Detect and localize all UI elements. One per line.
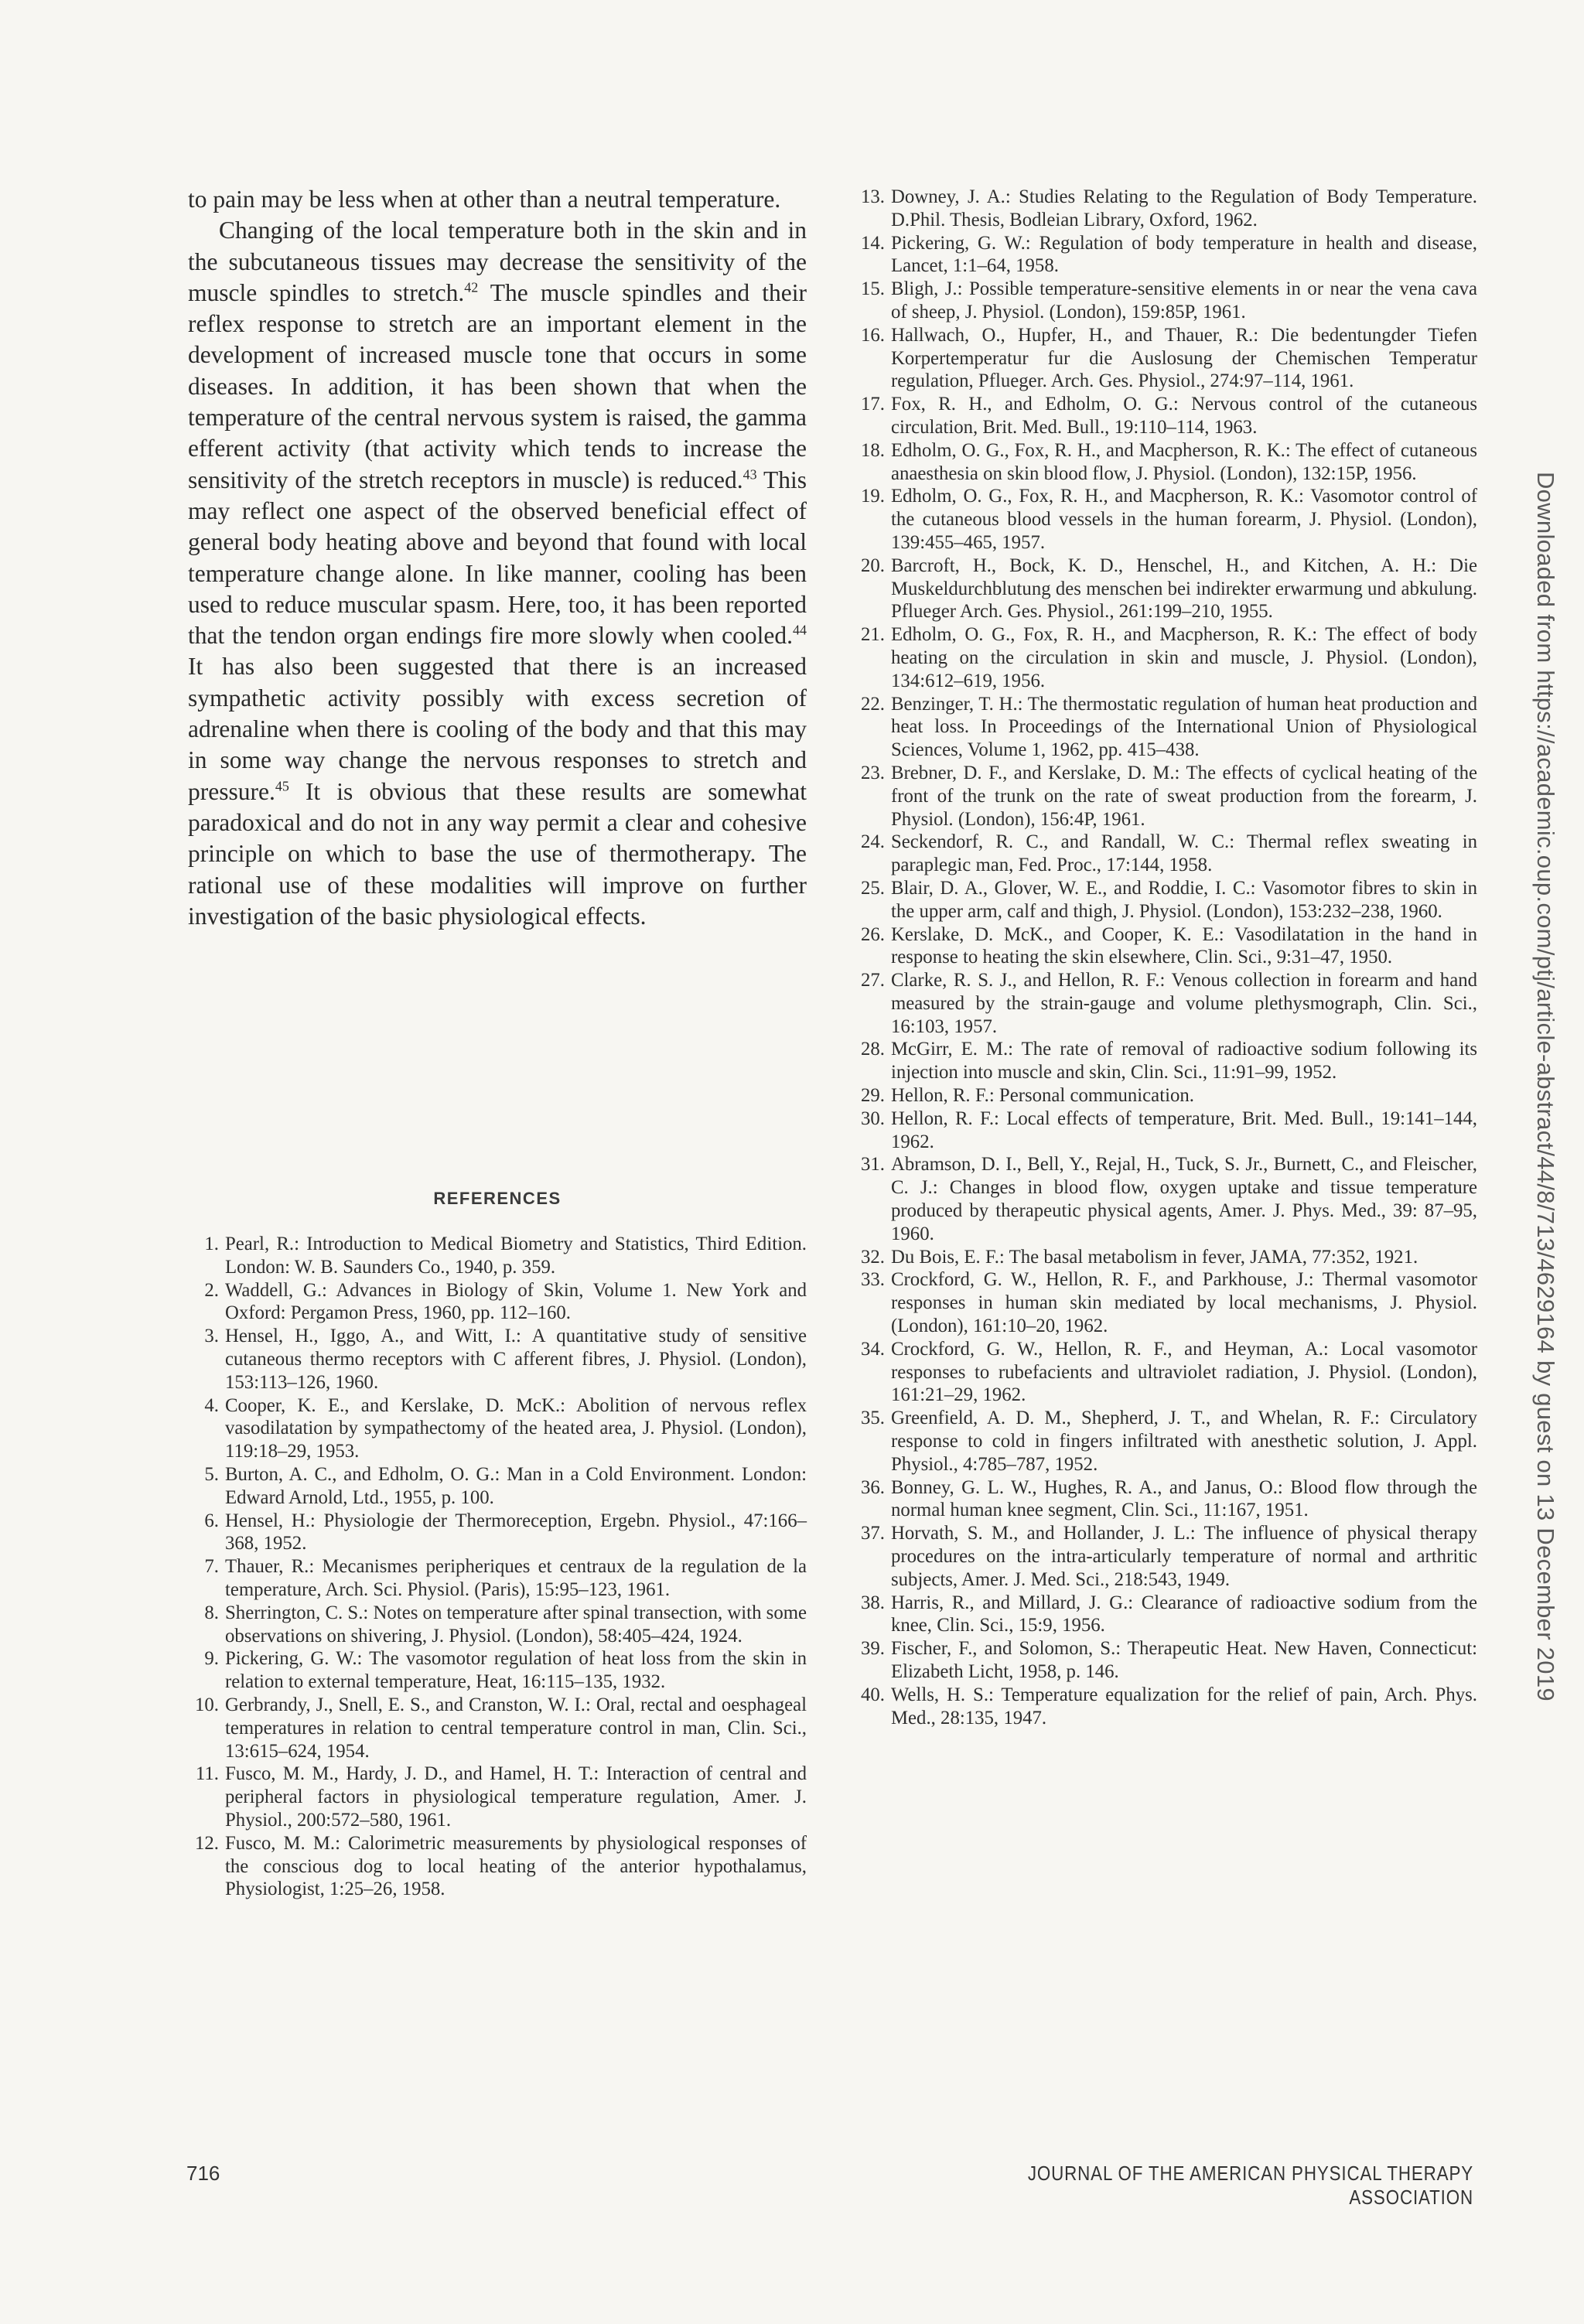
reference-number: 34. bbox=[861, 1338, 885, 1360]
reference-number: 30. bbox=[861, 1107, 885, 1129]
reference-number: 8. bbox=[204, 1602, 219, 1623]
citation-superscript: 44 bbox=[793, 622, 807, 638]
paragraph-text: This may reflect one aspect of the observed beneficial effect of general body heating above and beyond that found with local temperature change alone. In like manner, cooling has been used to reduce muscular spasm. Here, too, it has been reported that the tendon organ endings fire more slowly when cooled. bbox=[188, 466, 807, 650]
reference-text: Edholm, O. G., Fox, R. H., and Macpherson, R. K.: The effect of cutaneous anaesthesia on skin blood flow, J. Physiol. (London), 132:15P, 1956. bbox=[891, 439, 1477, 484]
reference-item bbox=[851, 1338, 1477, 1407]
reference-number: 20. bbox=[861, 555, 885, 576]
page-number: 716 bbox=[186, 2162, 220, 2185]
reference-item bbox=[188, 1233, 807, 1279]
reference-text: Bonney, G. L. W., Hughes, R. A., and Janus, O.: Blood flow through the normal human knee segment, Clin. Sci., 11:167, 1951. bbox=[891, 1476, 1477, 1521]
reference-item bbox=[188, 1325, 807, 1394]
reference-text: McGirr, E. M.: The rate of removal of radioactive sodium following its injection into muscle and skin, Clin. Sci., 11:91–99, 1952. bbox=[891, 1039, 1477, 1084]
reference-number: 24. bbox=[861, 831, 885, 853]
reference-number: 25. bbox=[861, 877, 885, 899]
reference-number: 11. bbox=[195, 1763, 219, 1785]
reference-number: 37. bbox=[861, 1523, 885, 1544]
reference-item bbox=[851, 1153, 1477, 1245]
reference-number: 22. bbox=[861, 693, 885, 715]
reference-text: Hellon, R. F.: Local effects of temperature, Brit. Med. Bull., 19:141–144, 1962. bbox=[891, 1107, 1477, 1152]
reference-item bbox=[851, 485, 1477, 554]
reference-item bbox=[851, 186, 1477, 232]
reference-text: Pearl, R.: Introduction to Medical Biometry and Statistics, Third Edition. London: W. B. Saunders Co., 1940, p. 359. bbox=[225, 1234, 807, 1278]
reference-number: 28. bbox=[861, 1039, 885, 1060]
reference-text: Crockford, G. W., Hellon, R. F., and Parkhouse, J.: Thermal vasomotor responses in human skin mediated by local mechanisms, J. Physiol. (London), 161:10–20, 1962. bbox=[891, 1269, 1477, 1337]
reference-item bbox=[188, 1763, 807, 1831]
reference-text: Clarke, R. S. J., and Hellon, R. F.: Venous collection in forearm and hand measured by the strain-gauge and volume plethysmograph, Clin. Sci., 16:103, 1957. bbox=[891, 970, 1477, 1037]
body-paragraph bbox=[188, 184, 807, 215]
reference-text: Hellon, R. F.: Personal communication. bbox=[891, 1085, 1194, 1107]
reference-item bbox=[851, 923, 1477, 970]
reference-text: Fischer, F., and Solomon, S.: Therapeutic Heat. New Haven, Connecticut: Elizabeth Licht, 1958, p. 146. bbox=[891, 1638, 1477, 1682]
download-watermark bbox=[1532, 472, 1559, 1701]
reference-item bbox=[188, 1694, 807, 1763]
download-watermark-text: Downloaded from https://academic.oup.com/ptj/article-abstract/44/8/713/4629164 by guest on 13 December 2019 bbox=[1532, 472, 1559, 1701]
reference-number: 10. bbox=[195, 1694, 219, 1715]
citation-superscript: 45 bbox=[275, 778, 289, 794]
reference-item bbox=[851, 393, 1477, 439]
body-paragraph bbox=[188, 215, 807, 932]
reference-text: Edholm, O. G., Fox, R. H., and Macpherson, R. K.: Vasomotor control of the cutaneous blood vessels in the human forearm, J. Physiol. (London), 139:455–465, 1957. bbox=[891, 486, 1477, 553]
reference-number: 29. bbox=[861, 1085, 885, 1107]
reference-text: Du Bois, E. F.: The basal metabolism in fever, JAMA, 77:352, 1921. bbox=[891, 1246, 1418, 1268]
reference-text: Fox, R. H., and Edholm, O. G.: Nervous control of the cutaneous circulation, Brit. Med. Bull., 19:110–114, 1963. bbox=[891, 394, 1477, 438]
reference-text: Abramson, D. I., Bell, Y., Rejal, H., Tuck, S. Jr., Burnett, C., and Fleischer, C. J.: Changes in blood flow, oxygen uptake and tissue temperature produced by therapeutic physical agents, Amer. J. Phys. Med., 39: 87–95, 1960. bbox=[891, 1154, 1477, 1244]
paragraph-text: The muscle spindles and their reflex response to stretch are an important element in the development of increased muscle tone that occurs in some diseases. In addition, it has been shown that when the temperature of the central nervous system is raised, the gamma efferent activity (that activity which tends to increase the sensitivity of the stretch receptors in muscle) is reduced. bbox=[188, 278, 807, 493]
reference-item bbox=[851, 278, 1477, 324]
reference-text: Fusco, M. M., Hardy, J. D., and Hamel, H. T.: Interaction of central and peripheral factors in physiological temperature regulation, Amer. J. Physiol., 200:572–580, 1961. bbox=[225, 1763, 807, 1831]
reference-item bbox=[851, 1476, 1477, 1523]
reference-number: 31. bbox=[861, 1154, 885, 1176]
paragraph-text: to pain may be less when at other than a neutral temperature. bbox=[188, 186, 781, 213]
reference-text: Greenfield, A. D. M., Shepherd, J. T., and Whelan, R. F.: Circulatory response to cold in fingers infiltrated with anesthetic solution, J. Appl. Physiol., 4:785–787, 1952. bbox=[891, 1408, 1477, 1475]
running-footer-journal-title: JOURNAL OF THE AMERICAN PHYSICAL THERAPY ASSOCIATION bbox=[1027, 2162, 1473, 2209]
reference-number: 3. bbox=[204, 1326, 219, 1347]
reference-text: Bligh, J.: Possible temperature-sensitive elements in or near the vena cava of sheep, J. Physiol. (London), 159:85P, 1961. bbox=[891, 278, 1477, 322]
reference-number: 32. bbox=[861, 1246, 885, 1268]
reference-text: Sherrington, C. S.: Notes on temperature after spinal transection, with some observations on shivering, J. Physiol. (London), 58:405–424, 1924. bbox=[225, 1602, 807, 1647]
reference-item bbox=[188, 1394, 807, 1463]
reference-text: Thauer, R.: Mecanismes peripheriques et centraux de la regulation de la temperature, Arch. Sci. Physiol. (Paris), 15:95–123, 1961. bbox=[225, 1556, 807, 1600]
reference-number: 35. bbox=[861, 1408, 885, 1429]
reference-number: 12. bbox=[195, 1832, 219, 1854]
reference-item bbox=[851, 324, 1477, 393]
citation-superscript: 43 bbox=[742, 466, 757, 483]
paragraph-text: It is obvious that these results are somewhat paradoxical and do not in any way permit a clear and cohesive principle on which to base the use of thermotherapy. The rational use of these modalities will improve on further investigation of the basic physiological effects. bbox=[188, 777, 807, 930]
reference-number: 14. bbox=[861, 232, 885, 254]
reference-text: Harris, R., and Millard, J. G.: Clearance of radioactive sodium from the knee, Clin. Sci., 15:9, 1956. bbox=[891, 1592, 1477, 1636]
reference-item bbox=[851, 877, 1477, 923]
reference-text: Fusco, M. M.: Calorimetric measurements by physiological responses of the conscious dog to local heating of the anterior hypothalamus, Physiologist, 1:25–26, 1958. bbox=[225, 1832, 807, 1900]
reference-text: Crockford, G. W., Hellon, R. F., and Heyman, A.: Local vasomotor responses to rubefacients and ultraviolet radiation, J. Physiol. (London), 161:21–29, 1962. bbox=[891, 1338, 1477, 1406]
reference-number: 40. bbox=[861, 1684, 885, 1705]
reference-text: Hallwach, O., Hupfer, H., and Thauer, R.: Die bedentungder Tiefen Korpertemperatur fur die Auslosung der Chemischen Temperatur regulation, Pflueger. Arch. Ges. Physiol., 274:97–114, 1961. bbox=[891, 324, 1477, 392]
reference-number: 16. bbox=[861, 324, 885, 346]
reference-text: Downey, J. A.: Studies Relating to the Regulation of Body Temperature. D.Phil. Thesis, Bodleian Library, Oxford, 1962. bbox=[891, 186, 1477, 230]
reference-number: 15. bbox=[861, 278, 885, 300]
reference-number: 7. bbox=[204, 1556, 219, 1578]
reference-number: 27. bbox=[861, 970, 885, 991]
reference-number: 2. bbox=[204, 1279, 219, 1301]
reference-item bbox=[188, 1832, 807, 1901]
reference-item bbox=[851, 693, 1477, 762]
reference-item bbox=[851, 439, 1477, 486]
reference-item bbox=[851, 1522, 1477, 1591]
reference-text: Seckendorf, R. C., and Randall, W. C.: Thermal reflex sweating in paraplegic man, Fed. Proc., 17:144, 1958. bbox=[891, 831, 1477, 876]
reference-item bbox=[851, 1592, 1477, 1638]
reference-item bbox=[188, 1463, 807, 1510]
reference-text: Burton, A. C., and Edholm, O. G.: Man in a Cold Environment. London: Edward Arnold, Ltd., 1955, p. 100. bbox=[225, 1463, 807, 1508]
paragraph-text: Changing of the local temperature both in the skin and in the subcutaneous tissues may decrease the sensitivity of the muscle spindles to stretch. bbox=[188, 217, 807, 306]
reference-number: 18. bbox=[861, 439, 885, 461]
reference-number: 13. bbox=[861, 186, 885, 207]
reference-number: 39. bbox=[861, 1638, 885, 1660]
reference-text: Wells, H. S.: Temperature equalization for the relief of pain, Arch. Phys. Med., 28:135, 1947. bbox=[891, 1684, 1477, 1728]
citation-superscript: 42 bbox=[464, 279, 479, 295]
reference-item bbox=[851, 1268, 1477, 1337]
reference-text: Gerbrandy, J., Snell, E. S., and Cranston, W. I.: Oral, rectal and oesphageal temperatures in relation to central temperature control in man, Clin. Sci., 13:615–624, 1954. bbox=[225, 1694, 807, 1762]
reference-number: 21. bbox=[861, 624, 885, 646]
reference-text: Cooper, K. E., and Kerslake, D. McK.: Abolition of nervous reflex vasodilatation by sympathectomy of the heated area, J. Physiol. (London), 119:18–29, 1953. bbox=[225, 1394, 807, 1462]
reference-item bbox=[851, 1038, 1477, 1084]
reference-number: 19. bbox=[861, 486, 885, 507]
reference-number: 38. bbox=[861, 1592, 885, 1613]
paragraph-text: It has also been suggested that there is an increased sympathetic activity possibly with excess secretion of adrenaline when there is cooling of the body and that this may in some way change the nervous responses to stretch and pressure. bbox=[188, 653, 807, 805]
reference-number: 36. bbox=[861, 1476, 885, 1498]
reference-number: 9. bbox=[204, 1648, 219, 1670]
reference-list-right bbox=[851, 186, 1477, 1729]
reference-item bbox=[851, 1637, 1477, 1684]
reference-item bbox=[851, 623, 1477, 692]
reference-item bbox=[188, 1510, 807, 1556]
reference-text: Pickering, G. W.: Regulation of body temperature in health and disease, Lancet, 1:1–64, 1958. bbox=[891, 232, 1477, 277]
reference-list-left bbox=[188, 1233, 807, 1901]
reference-item bbox=[851, 555, 1477, 623]
references-heading: REFERENCES bbox=[433, 1189, 562, 1208]
reference-text: Hensel, H.: Physiologie der Thermoreception, Ergebn. Physiol., 47:166–368, 1952. bbox=[225, 1510, 807, 1554]
reference-text: Barcroft, H., Bock, K. D., Henschel, H., and Kitchen, A. H.: Die Muskeldurchblutung des menschen bei indirekter erwarmung und abkulung. Pflueger Arch. Ges. Physiol., 261:199–210, 1955. bbox=[891, 555, 1477, 623]
reference-text: Edholm, O. G., Fox, R. H., and Macpherson, R. K.: The effect of body heating on the circulation in skin and muscle, J. Physiol. (London), 134:612–619, 1956. bbox=[891, 624, 1477, 691]
body-text-column bbox=[188, 184, 807, 932]
reference-item bbox=[851, 969, 1477, 1038]
reference-item bbox=[851, 1407, 1477, 1476]
reference-text: Pickering, G. W.: The vasomotor regulation of heat loss from the skin in relation to external temperature, Heat, 16:115–135, 1932. bbox=[225, 1648, 807, 1693]
reference-text: Benzinger, T. H.: The thermostatic regulation of human heat production and heat loss. In Proceedings of the International Union of Physiological Sciences, Volume 1, 1962, pp. 415–438. bbox=[891, 693, 1477, 761]
reference-number: 4. bbox=[204, 1394, 219, 1416]
reference-item bbox=[188, 1279, 807, 1326]
reference-item bbox=[851, 762, 1477, 831]
reference-item bbox=[851, 1084, 1477, 1107]
reference-text: Horvath, S. M., and Hollander, J. L.: The influence of physical therapy procedures on the intra-articularly temperature of normal and arthritic subjects, Amer. J. Med. Sci., 218:543, 1949. bbox=[891, 1523, 1477, 1590]
reference-text: Brebner, D. F., and Kerslake, D. M.: The effects of cyclical heating of the front of the trunk on the rate of sweat production from the forearm, J. Physiol. (London), 156:4P, 1961. bbox=[891, 762, 1477, 830]
reference-number: 5. bbox=[204, 1463, 219, 1485]
reference-number: 17. bbox=[861, 394, 885, 415]
reference-item bbox=[851, 831, 1477, 877]
reference-item bbox=[188, 1647, 807, 1694]
reference-number: 6. bbox=[204, 1510, 219, 1531]
reference-item bbox=[851, 1684, 1477, 1730]
reference-item bbox=[851, 1246, 1477, 1269]
reference-item bbox=[188, 1555, 807, 1602]
reference-text: Waddell, G.: Advances in Biology of Skin, Volume 1. New York and Oxford: Pergamon Press, 1960, pp. 112–160. bbox=[225, 1279, 807, 1324]
reference-text: Blair, D. A., Glover, W. E., and Roddie, I. C.: Vasomotor fibres to skin in the upper arm, calf and thigh, J. Physiol. (London), 153:232–238, 1960. bbox=[891, 877, 1477, 922]
reference-number: 33. bbox=[861, 1269, 885, 1291]
reference-number: 26. bbox=[861, 923, 885, 945]
reference-text: Kerslake, D. McK., and Cooper, K. E.: Vasodilatation in the hand in response to heating the skin elsewhere, Clin. Sci., 9:31–47, 1950. bbox=[891, 923, 1477, 968]
reference-item bbox=[851, 232, 1477, 278]
reference-item bbox=[188, 1602, 807, 1648]
reference-number: 23. bbox=[861, 762, 885, 783]
reference-number: 1. bbox=[204, 1234, 219, 1254]
reference-text: Hensel, H., Iggo, A., and Witt, I.: A quantitative study of sensitive cutaneous thermo receptors with C afferent fibres, J. Physiol. (London), 153:113–126, 1960. bbox=[225, 1326, 807, 1393]
reference-item bbox=[851, 1107, 1477, 1154]
